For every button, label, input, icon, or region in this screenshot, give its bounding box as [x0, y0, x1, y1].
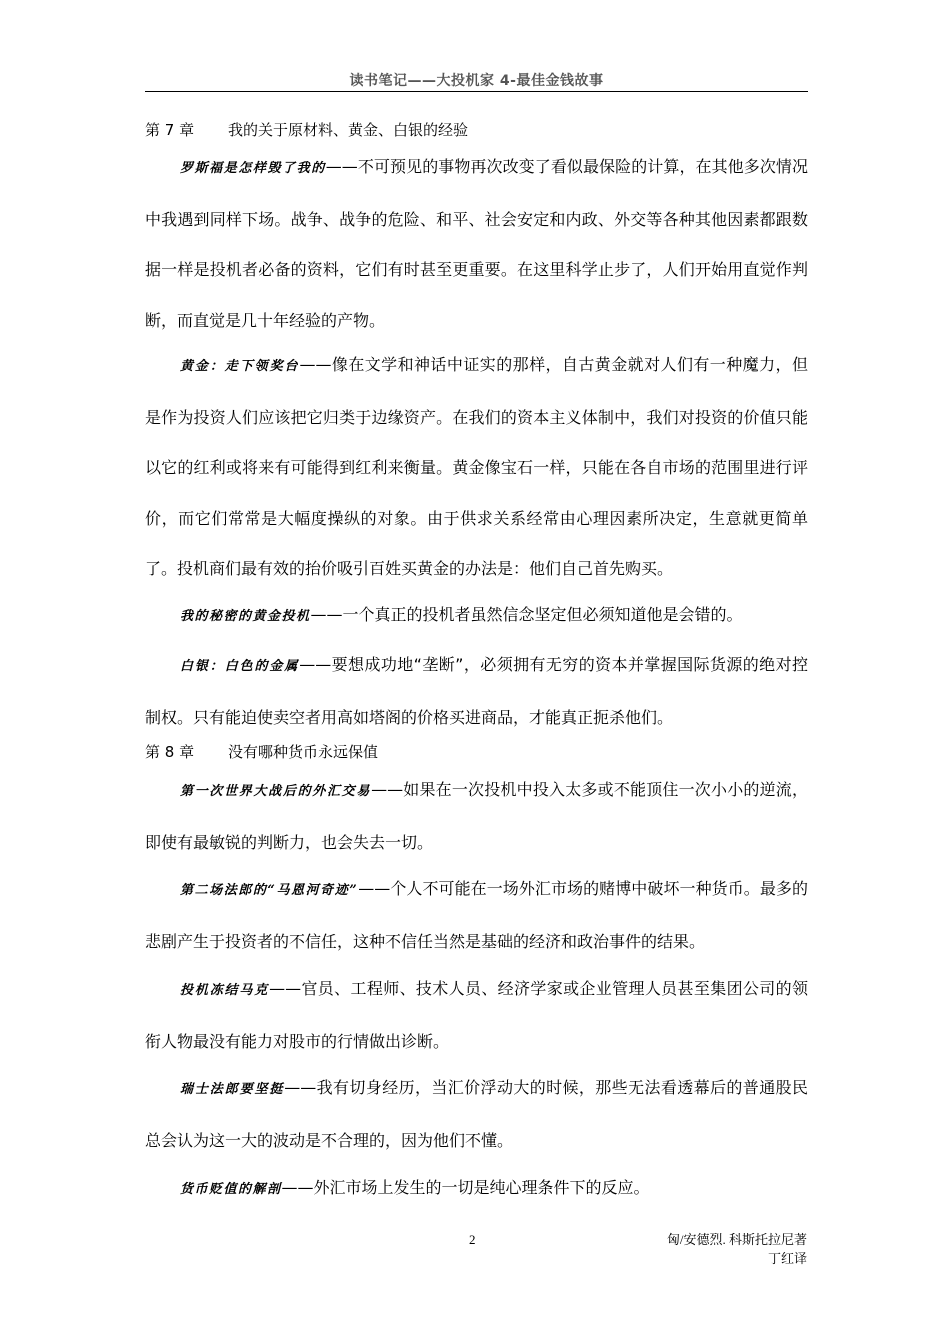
paragraph-devaluation — [145, 1163, 808, 1216]
running-header-title: 读书笔记——大投机家 4-最佳金钱故事 — [349, 73, 604, 89]
chapter-title: 没有哪种货币永远保值 — [228, 743, 379, 761]
paragraph-text: ——我有切身经历，当汇价浮动大的时候，那些无法看透幕后的普通股民总会认为这一大的波动是不合理的，因为他们不懂。 — [145, 1078, 808, 1150]
paragraph-lead: 第二场法郎的“马恩河奇迹” — [180, 883, 359, 898]
footer-credits — [667, 1230, 807, 1268]
paragraph-text: ——一个真正的投机者虽然信念坚定但必须知道他是会错的。 — [310, 605, 743, 624]
paragraph-text: ——个人不可能在一场外汇市场的赌博中破坏一种货币。最多的悲剧产生于投资者的不信任，这种不信任当然是基础的经济和政治事件的结果。 — [145, 879, 808, 951]
chapter-heading-8 — [145, 741, 378, 762]
chapter-heading-7 — [145, 119, 468, 140]
paragraph-franc-marne — [145, 864, 808, 967]
paragraph-text: ——官员、工程师、技术人员、经济学家或企业管理人员甚至集团公司的领衔人物最没有能力对股市的行情做出诊断。 — [145, 979, 808, 1051]
author-credit: 匈/安德烈. 科斯托拉尼著 — [666, 1232, 807, 1247]
paragraph-lead: 罗斯福是怎样毁了我的 — [180, 161, 326, 176]
paragraph-ww1-forex — [145, 765, 808, 868]
paragraph-gold — [145, 340, 808, 595]
header-rule — [145, 91, 808, 92]
paragraph-lead: 白银：白色的金属 — [180, 659, 300, 674]
paragraph-frozen-mark — [145, 964, 808, 1067]
paragraph-lead: 黄金：走下领奖台 — [180, 359, 300, 374]
paragraph-text: ——如果在一次投机中投入太多或不能顶住一次小小的逆流，即使有最敏锐的判断力，也会失去一切。 — [145, 780, 808, 852]
paragraph-silver — [145, 640, 808, 743]
translator-credit: 丁红译 — [767, 1251, 807, 1266]
paragraph-lead: 投机冻结马克 — [180, 983, 270, 998]
paragraph-text: ——不可预见的事物再次改变了看似最保险的计算，在其他多次情况中我遇到同样下场。战争、战争的危险、和平、社会安定和内政、外交等各种其他因素都跟数据一样是投机者必备的资料，它们有时甚至更重要。在这里科学止步了，人们开始用直觉作判断，而直觉是几十年经验的产物。 — [145, 157, 808, 330]
chapter-number: 第 8 章 — [145, 743, 195, 761]
paragraph-swiss-franc — [145, 1063, 808, 1166]
paragraph-lead: 我的秘密的黄金投机 — [180, 609, 311, 624]
chapter-number: 第 7 章 — [145, 121, 195, 139]
paragraph-text: ——外汇市场上发生的一切是纯心理条件下的反应。 — [281, 1178, 650, 1197]
paragraph-secret-gold — [145, 590, 808, 643]
paragraph-lead: 货币贬值的解剖 — [180, 1182, 282, 1197]
page-number: 2 — [469, 1232, 476, 1247]
paragraph-lead: 第一次世界大战后的外汇交易 — [180, 784, 372, 799]
paragraph-lead: 瑞士法郎要坚挺 — [180, 1082, 285, 1097]
paragraph-text: ——像在文学和神话中证实的那样，自古黄金就对人们有一种魔力，但是作为投资人们应该把它归类于边缘资产。在我们的资本主义体制中，我们对投资的价值只能以它的红利或将来有可能得到红利来衡量。黄金像宝石一样，只能在各自市场的范围里进行评价，而它们常常是大幅度操纵的对象。由于供求关系经常由心理因素所决定，生意就更简单了。投机商们最有效的抬价吸引百姓买黄金的办法是：他们自己首先购买。 — [145, 355, 808, 578]
paragraph-text: ——要想成功地“垄断”，必须拥有无穷的资本并掌握国际货源的绝对控制权。只有能迫使卖空者用高如塔阁的价格买进商品，才能真正扼杀他们。 — [145, 655, 808, 727]
paragraph-roosevelt — [145, 142, 808, 346]
chapter-title: 我的关于原材料、黄金、白银的经验 — [228, 121, 469, 139]
